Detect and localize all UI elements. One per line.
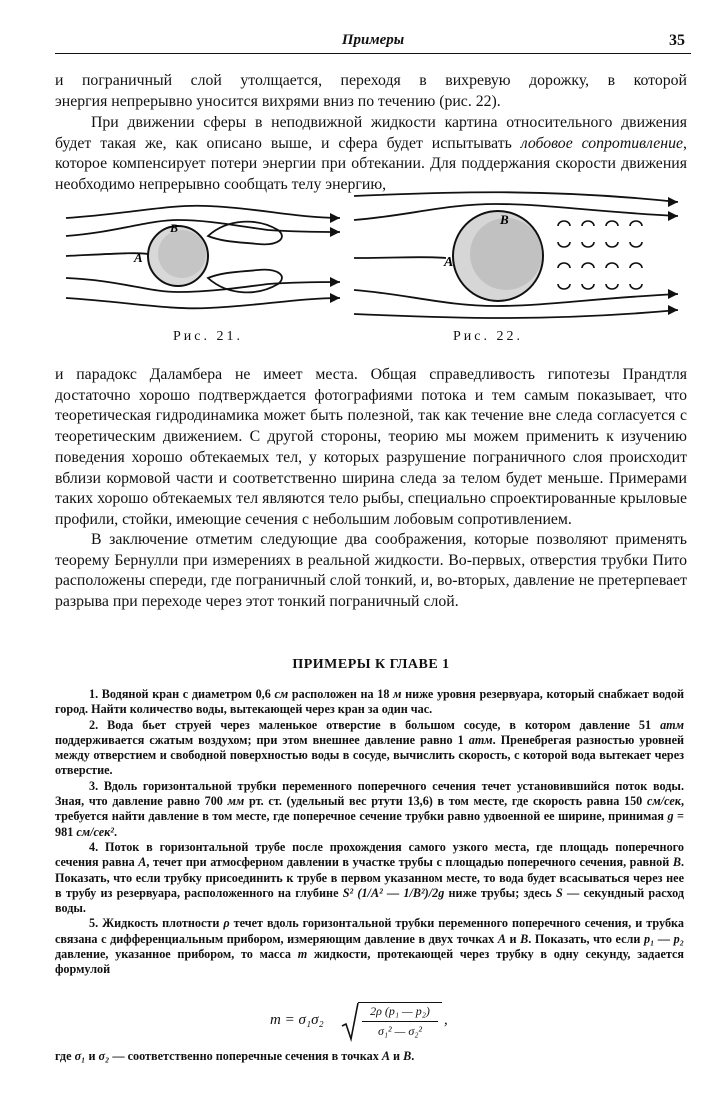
vortex <box>606 242 618 247</box>
figure-22-caption: Рис. 22. <box>453 329 523 344</box>
formula-lhs: m = σ₁σ₂ <box>270 1012 324 1028</box>
text: , которое компенсирует потери энергии при обтекании. Для поддержания скорости движения необходимо непрерывно сообщать телу энергию, <box>55 134 687 194</box>
streamline <box>66 298 340 308</box>
point-a-label: A <box>134 250 143 265</box>
sphere-shading <box>158 230 206 278</box>
vortex <box>630 242 642 247</box>
problem-5: 5. Жидкость плотности ρ течет вдоль горизонтальной трубки переменного поперечного сечения, и трубка связана с дифференциальным прибором, измеряющим давление в двух точках A и B. Показать, что если p₁ — p₂ давление, указанное прибором, то масса m жидкости, протекающей через трубку в одну секунду, задается формулой <box>55 916 685 977</box>
vortex <box>630 263 642 268</box>
paragraph-prandtl <box>55 365 687 531</box>
point-a-label: A <box>444 255 454 270</box>
radical-bar <box>358 1002 442 1003</box>
vortex <box>558 221 570 226</box>
vortex <box>606 284 618 289</box>
sphere-shading <box>470 218 542 290</box>
page-header <box>55 32 691 54</box>
square-root-sign <box>340 1002 360 1042</box>
arrowhead <box>330 213 340 223</box>
figure-21-caption: Рис. 21. <box>173 329 243 344</box>
problem-2: 2. Вода бьет струей через маленькое отверстие в большом сосуде, в котором давление 51 атм поддерживается сжатым воздухом; при этом внешнее давление равно 1 атм. Пренебрегая разностью уровней между отверстием и свободной поверхностью воды в сосуде, вычислить скорость, с которой вода вытекает через отверстие. <box>55 717 684 778</box>
figure-22 <box>346 182 696 332</box>
vortex <box>582 284 594 289</box>
streamline <box>66 278 340 292</box>
running-title: Примеры <box>341 32 405 48</box>
text: При движении сферы в неподвижной жидкости картина относительного движения будет такая же, как описано выше, и сфера будет испытывать <box>55 114 687 152</box>
vortex <box>606 221 618 226</box>
streamline <box>354 310 678 318</box>
figure-21 <box>58 196 348 321</box>
text: и парадокс Даламбера не имеет места. Общая справедливость гипотезы Прандтля достаточно хорошо подтверждается фотографиями потока и тем самым показывает, что теоретическая гидродинамика может быть полезной, так как течение вне следа согласуется с теоретическим движением. С другой стороны, теорию мы можем применить к изучению поведения хорошо обтекаемых тел, у которых разрушение пограничного слоя происходит вблизи кормовой части и соответственно ширина следа за телом будет меньше. Примерами таких хорошо обтекаемых тел являются тело рыбы, специально спроектированные крыловые профили, стойки, имеющие сечения с небольшим лобовым сопротивлением. <box>55 366 687 528</box>
problems-list <box>55 687 684 978</box>
header-rule <box>55 53 691 54</box>
fraction-bar <box>362 1021 438 1022</box>
problem-1: 1. Водяной кран с диаметром 0,6 см расположен на 18 м ниже уровня резервуара, который снабжает водой город. Найти количество воды, вытекающей через кран за один час. <box>55 687 684 717</box>
vortex <box>558 263 570 268</box>
arrowhead <box>668 289 678 299</box>
streamline <box>354 257 446 258</box>
vortex <box>558 284 570 289</box>
formula-numerator: 2ρ (p₁ — p₂) <box>370 1004 430 1018</box>
arrowhead <box>668 305 678 315</box>
vortex <box>582 221 594 226</box>
vortex <box>606 263 618 268</box>
streamline <box>354 192 678 202</box>
vortex <box>630 221 642 226</box>
streamline <box>66 220 340 236</box>
paragraph-conclusion <box>55 530 687 613</box>
text-line: энергия непрерывно уносится вихрями вниз по течению (рис. 22). <box>55 92 501 110</box>
vortex <box>582 263 594 268</box>
arrowhead <box>668 197 678 207</box>
formula-legend: где σ₁ и σ₂ — соответственно поперечные сечения в точках A и B. <box>55 1049 415 1063</box>
section-heading: ПРИМЕРЫ К ГЛАВЕ 1 <box>292 657 450 672</box>
arrowhead <box>330 293 340 303</box>
formula-denominator: σ₁² — σ₂² <box>377 1024 423 1038</box>
vortex <box>558 242 570 247</box>
text: В заключение отметим следующие два соображения, которые позволяют применять теорему Бернулли при измерениях в реальной жидкости. Во-первых, отверстия трубки Пито расположены спереди, где пограничный слой тонкий, и, во-вторых, давление не претерпевает разрыва при переходе через этот тонкий пограничный слой. <box>55 531 687 611</box>
point-b-label: B <box>170 221 179 235</box>
arrowhead <box>330 277 340 287</box>
text-line: и пограничный слой утолщается, переходя в вихревую дорожку, в которой <box>55 72 687 89</box>
point-b-label: B <box>500 212 509 227</box>
emphasis: лобовое сопротивление <box>520 134 684 152</box>
formula-comma: , <box>444 1012 448 1028</box>
arrowhead <box>668 211 678 221</box>
problem-4: 4. Поток в горизонтальной трубе после прохождения самого узкого места, где площадь поперечного сечения равна A, течет при атмосферном давлении в участке трубы с площадью поперечного сечения, равной B. Показать, что если трубку присоединить к трубе в первом указанном месте, то вода будет всасываться через нее в трубу из резервуара, расположенного на глубине S² (1/A² — 1/B²)/2g ниже трубы; здесь S — секундный расход воды. <box>55 839 685 916</box>
vortex <box>582 242 594 247</box>
arrowhead <box>330 227 340 237</box>
vortex <box>630 284 642 289</box>
page-number: 35 <box>669 32 685 49</box>
streamline <box>66 206 340 218</box>
wake-vortex-upper <box>208 222 282 245</box>
problem-3: 3. Вдоль горизонтальной трубки переменного поперечного сечения течет установившийся поток воды. Зная, что давление равно 700 мм рт. ст. (удельный вес ртути 13,6) в том месте, где скорость равна 150 см/сек, требуется найти давление в том месте, где поперечное сечение трубки равно удвоенной ее ширине, принимая g = 981 см/сек². <box>55 778 684 839</box>
mass-flow-formula <box>270 1000 470 1044</box>
paragraph-continuation <box>55 71 687 112</box>
